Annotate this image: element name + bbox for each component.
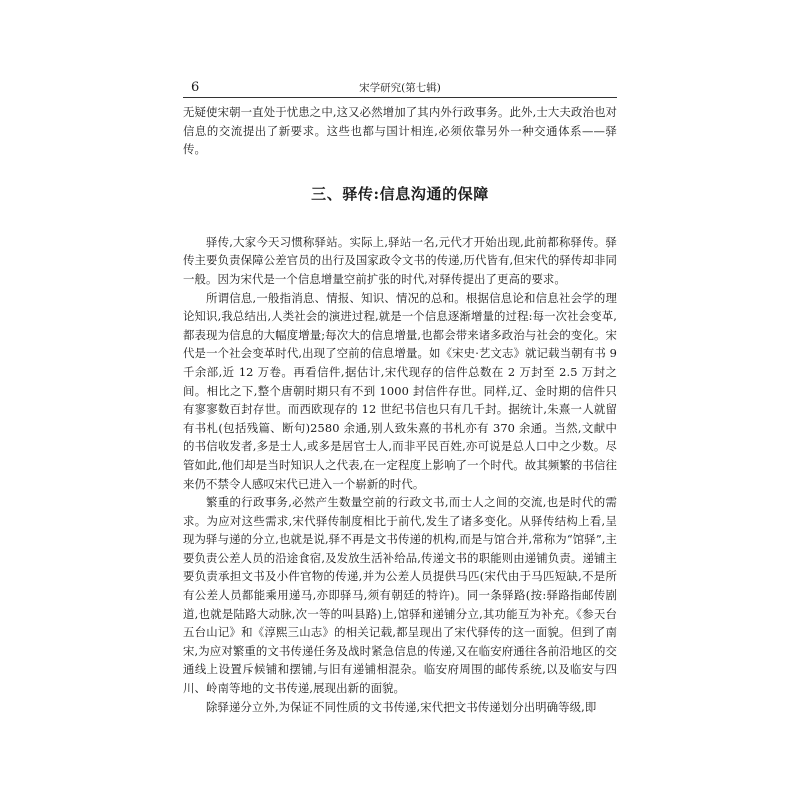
page-number: 6: [191, 80, 200, 95]
intro-paragraph: 无疑使宋朝一直处于忧患之中,这又必然增加了其内外行政事务。此外,士大夫政治也对信息的交流提出了新要求。这些也都与国计相连,必须依靠另外一种交通体系——驿传。: [183, 105, 617, 157]
page-header: [183, 76, 617, 98]
section-paragraph: 除驿递分立外,为保证不同性质的文书传递,宋代把文书传递划分出明确等级,即: [206, 699, 597, 714]
header-rule: [183, 97, 617, 98]
section-paragraph: 所谓信息,一般指消息、情报、知识、情况的总和。根据信息论和信息社会学的理论知识,我总结出,人类社会的演进过程,就是一个信息逐渐增量的过程:每一次社会变革,都表现为信息的大幅度增量;每次大的信息增量,也都会带来诸多政治与社会的变化。宋代是一个社会变革时代,出现了空前的信息增量。如《宋史·艺文志》就记载当朝有书 9 千余部,近 12 万卷。再看信件,据估计,宋代现存的信件总数在 2 万封至 2.5 万封之间。相比之下,整个唐朝时期只有不到 1000 封信件存世。同样,辽、金时期的信件只有寥寥数百封存世。而西欧现存的 12 世纪书信也只有几千封。据统计,朱熹一人就留有书札(包括残篇、断句)2580 余通,别人致朱熹的书札亦有 370 余通。当然,文献中的书信收发者,多是士人,或多是居官士人,而非平民百姓,亦可说是总人口中之少数。尽管如此,他们却是当时知识人之代表,在一定程度上影响了一个时代。故其频繁的书信往来仍不禁令人感叹宋代已进入一个崭新的时代。: [183, 290, 617, 491]
body-text: [183, 103, 617, 716]
section-paragraph: 驿传,大家今天习惯称驿站。实际上,驿站一名,元代才开始出现,此前都称驿传。驿传主要负责保障公差官员的出行及国家政令文书的传递,历代皆有,但宋代的驿传却非同一般。因为宋代是一个信息增量空前扩张的时代,对驿传提出了更高的要求。: [183, 234, 617, 286]
section-paragraph: 繁重的行政事务,必然产生数量空前的行政文书,而士人之间的交流,也是时代的需求。为应对这些需求,宋代驿传制度相比于前代,发生了诸多变化。从驿传结构上看,呈现为驿与递的分立,也就是说,驿不再是文书传递的机构,而是与馆合并,常称为“馆驿”,主要负责公差人员的沿途食宿,及发放生活补给品,传递文书的职能则由递铺负责。递铺主要负责承担文书及小件官物的传递,并为公差人员提供马匹(宋代由于马匹短缺,不是所有公差人员都能乘用递马,亦即驿马,须有朝廷的特许)。同一条驿路(按:驿路指邮传剧道,也就是陆路大动脉,次一等的叫县路)上,馆驿和递铺分立,其功能互为补充。《参天台五台山记》和《淳熙三山志》的相关记载,都呈现出了宋代驿传的这一面貌。但到了南宋,为应对繁重的文书传递任务及战时紧急信息的传递,又在临安府通往各前沿地区的交通线上设置斥候铺和摆铺,与旧有递铺相混杂。临安府周围的邮传系统,以及临安与四川、岭南等地的文书传递,展现出新的面貌。: [183, 495, 617, 696]
section-title: 三、驿传:信息沟通的保障: [311, 184, 489, 203]
running-head: 宋学研究(第七辑): [359, 82, 441, 94]
